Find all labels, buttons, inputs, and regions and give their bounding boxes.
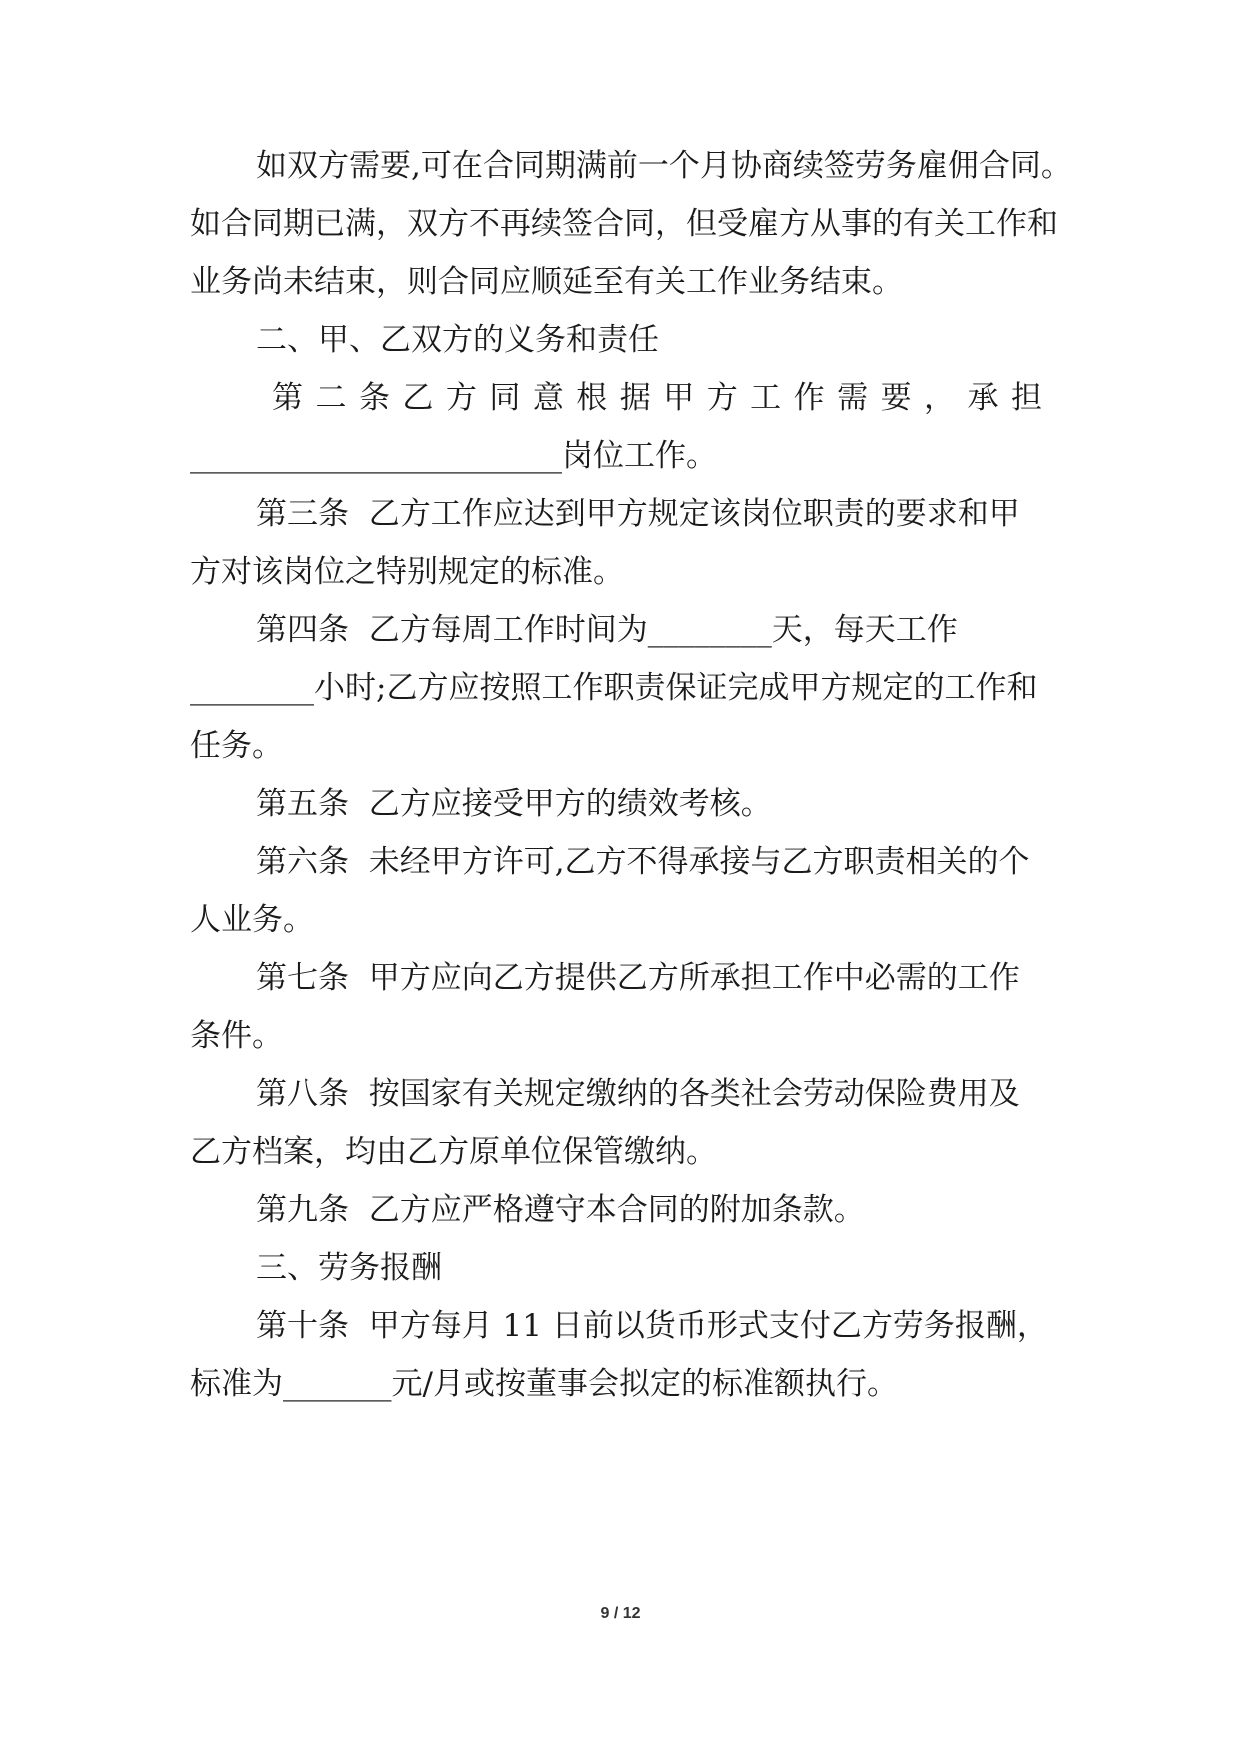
- text-line: 任务。: [190, 728, 283, 764]
- section-heading: 二、甲、乙双方的义务和责任: [256, 322, 659, 358]
- text-line: 第八条 按国家有关规定缴纳的各类社会劳动保险费用及: [256, 1076, 1020, 1112]
- text-line: 第十条 甲方每月 11 日前以货币形式支付乙方劳务报酬，: [256, 1308, 1048, 1344]
- text-line: 条件。: [190, 1018, 283, 1054]
- text-line: 第六条 未经甲方许可,乙方不得承接与乙方职责相关的个: [256, 844, 1030, 880]
- text-line: 乙方档案，均由乙方原单位保管缴纳。: [190, 1134, 717, 1170]
- text-line: 第四条 乙方每周工作时间为________天，每天工作: [256, 612, 958, 648]
- page-number: 9 / 12: [600, 1605, 641, 1622]
- text-line: 人业务。: [190, 902, 314, 938]
- text-line: ________________________岗位工作。: [190, 438, 717, 474]
- text-line: 第九条 乙方应严格遵守本合同的附加条款。: [256, 1192, 865, 1228]
- text-line: 第三条 乙方工作应达到甲方规定该岗位职责的要求和甲: [256, 496, 1020, 532]
- text-line: 标准为_______元/月或按董事会拟定的标准额执行。: [190, 1366, 898, 1402]
- text-line: 第五条 乙方应接受甲方的绩效考核。: [256, 786, 772, 822]
- text-line: 业务尚未结束，则合同应顺延至有关工作业务结束。: [190, 264, 903, 300]
- text-line: 如双方需要,可在合同期满前一个月协商续签劳务雇佣合同。: [256, 148, 1072, 184]
- text-line: 第 二 条 乙 方 同 意 根 据 甲 方 工 作 需 要 ， 承 担: [272, 380, 1042, 416]
- text-line: 第七条 甲方应向乙方提供乙方所承担工作中必需的工作: [256, 960, 1020, 996]
- text-line: ________小时;乙方应按照工作职责保证完成甲方规定的工作和: [190, 670, 1038, 706]
- text-line: 方对该岗位之特别规定的标准。: [190, 554, 624, 590]
- section-heading: 三、劳务报酬: [256, 1250, 442, 1286]
- text-line: 如合同期已满，双方不再续签合同，但受雇方从事的有关工作和: [190, 206, 1058, 242]
